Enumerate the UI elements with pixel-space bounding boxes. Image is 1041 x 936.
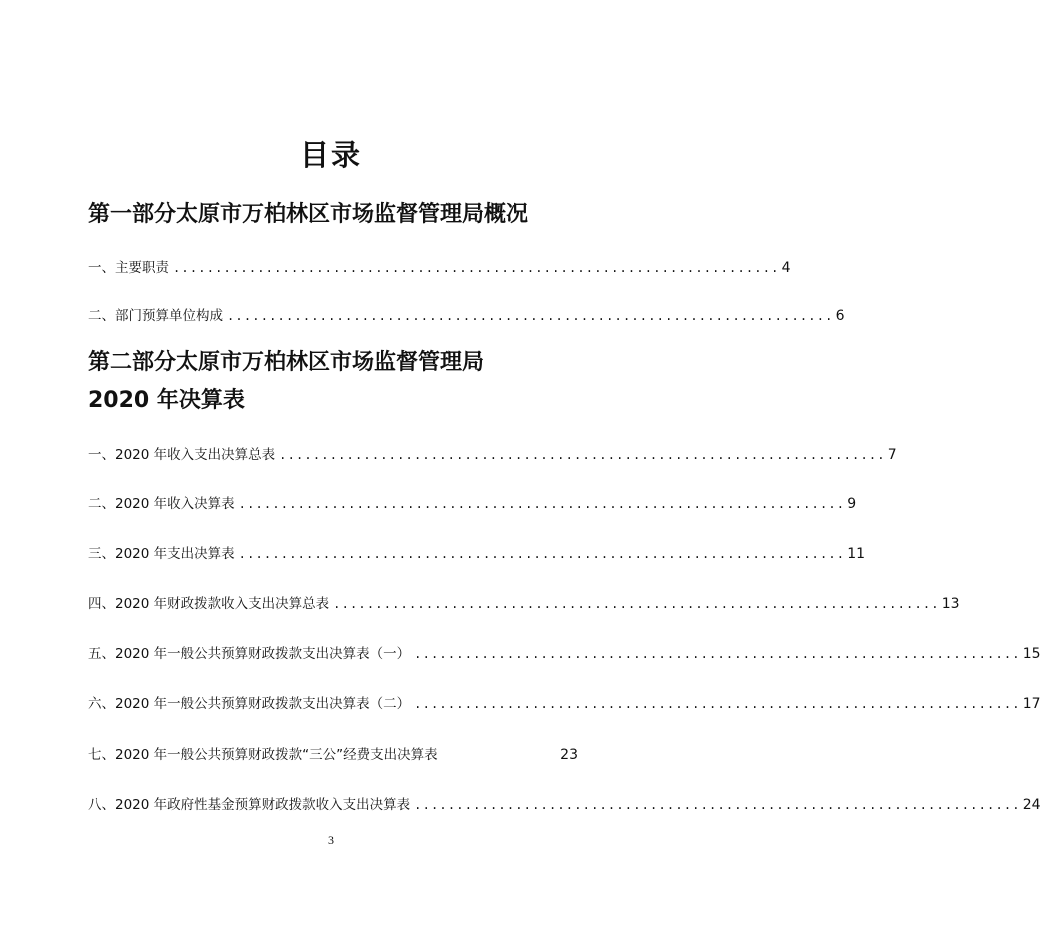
toc-entry[interactable] bbox=[88, 542, 866, 564]
page-number: 3 bbox=[328, 833, 334, 847]
toc-entry[interactable] bbox=[88, 743, 578, 765]
toc-entry-label: 七、2020 年一般公共预算财政拨款“三公”经费支出决算表 bbox=[88, 747, 438, 763]
toc-entry[interactable] bbox=[88, 443, 897, 465]
toc-entry[interactable] bbox=[88, 492, 857, 514]
toc-entry-label: 二、部门预算单位构成 bbox=[88, 308, 223, 324]
toc-entry-page: 6 bbox=[835, 308, 845, 324]
part1-heading: 第一部分太原市万柏林区市场监督管理局概况 bbox=[88, 202, 529, 227]
toc-entry-label: 三、2020 年支出决算表 bbox=[88, 546, 235, 562]
toc-entry-page: 17 bbox=[1022, 696, 1041, 712]
page-title: 目录 bbox=[299, 138, 362, 172]
part2-heading-line2: 2020 年决算表 bbox=[88, 388, 245, 413]
toc-entry-page: 24 bbox=[1022, 797, 1041, 813]
toc-entry-page: 15 bbox=[1022, 646, 1041, 662]
toc-entry-page: 13 bbox=[941, 596, 960, 612]
toc-entry-page: 9 bbox=[847, 496, 857, 512]
toc-entry[interactable] bbox=[88, 642, 1041, 664]
toc-entry[interactable] bbox=[88, 692, 1041, 714]
toc-entry-label: 六、2020 年一般公共预算财政拨款支出决算表（二） bbox=[88, 696, 411, 712]
toc-entry-label: 一、2020 年收入支出决算总表 bbox=[88, 447, 276, 463]
toc-entry[interactable] bbox=[88, 793, 1041, 815]
leader-dots: ........................................................................ bbox=[173, 261, 780, 275]
toc-entry-page: 11 bbox=[847, 546, 866, 562]
toc-entry-page: 23 bbox=[560, 747, 578, 763]
toc-entry-label: 二、2020 年收入决算表 bbox=[88, 496, 235, 512]
toc-entry-page: 7 bbox=[887, 447, 897, 463]
part2-heading bbox=[88, 344, 588, 420]
leader-dots: ........................................................................ bbox=[414, 647, 1021, 661]
leader-dots: ........................................................................ bbox=[333, 597, 940, 611]
part2-heading-line1: 第二部分太原市万柏林区市场监督管理局 bbox=[88, 350, 485, 375]
toc-entry[interactable] bbox=[88, 592, 960, 614]
leader-dots: ........................................................................ bbox=[227, 309, 834, 323]
leader-dots: ........................................................................ bbox=[238, 497, 846, 511]
toc-entry-label: 八、2020 年政府性基金预算财政拨款收入支出决算表 bbox=[88, 797, 411, 813]
toc-entry[interactable] bbox=[88, 304, 845, 326]
toc-entry-label: 四、2020 年财政拨款收入支出决算总表 bbox=[88, 596, 330, 612]
leader-dots: ........................................................................ bbox=[414, 798, 1021, 812]
leader-dots: ........................................................................ bbox=[414, 697, 1021, 711]
leader-dots: ........................................................................ bbox=[238, 547, 846, 561]
toc-entry-label: 一、主要职责 bbox=[88, 260, 169, 276]
toc-entry-page: 4 bbox=[781, 260, 791, 276]
leader-dots: ........................................................................ bbox=[279, 448, 886, 462]
toc-entry[interactable] bbox=[88, 256, 791, 278]
toc-entry-label: 五、2020 年一般公共预算财政拨款支出决算表（一） bbox=[88, 646, 411, 662]
